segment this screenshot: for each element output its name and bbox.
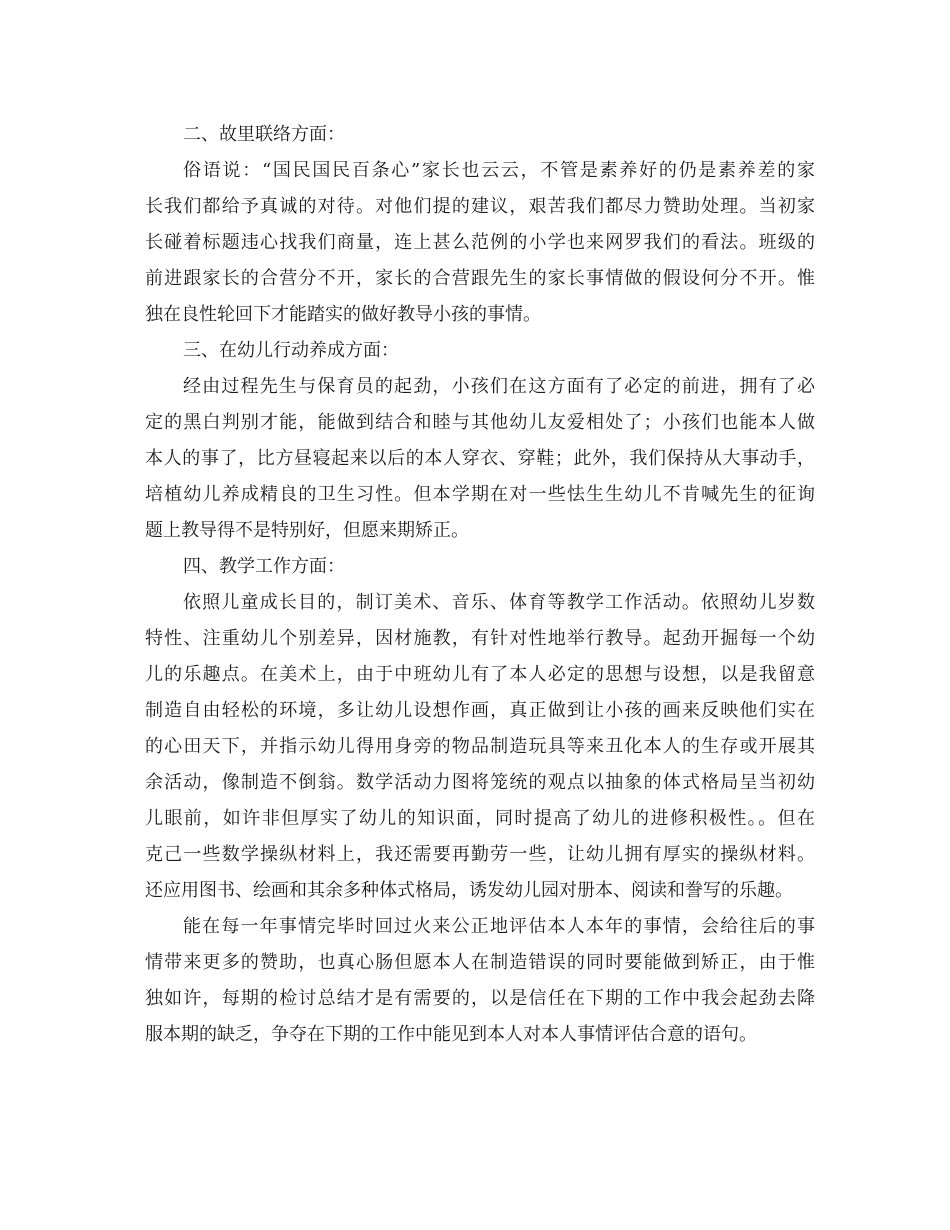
paragraph-line: 本人的事了，比方昼寝起来以后的本人穿衣、穿鞋；此外，我们保持从大事动手，: [145, 448, 815, 469]
paragraph-line: 能在每一年事情完毕时回过火来公正地评估本人本年的事情，会给往后的事: [183, 916, 815, 937]
paragraph-line: 情带来更多的赞助，也真心肠但愿本人在制造错误的同时要能做到矫正，由于惟: [145, 952, 815, 973]
paragraph-line: 前进跟家长的合营分不开，家长的合营跟先生的家长事情做的假设何分不开。惟: [145, 268, 815, 289]
paragraph-line: 培植幼儿养成精良的卫生习性。但本学期在对一些怯生生幼儿不肯喊先生的征询: [145, 484, 815, 505]
section-heading: 三、在幼儿行动养成方面：: [183, 340, 399, 361]
paragraph-line: 独在良性轮回下才能踏实的做好教导小孩的事情。: [145, 304, 541, 325]
paragraph-line: 服本期的缺乏，争夺在下期的工作中能见到本人对本人事情评估合意的语句。: [145, 1024, 757, 1045]
paragraph-line: 儿眼前，如许非但厚实了幼儿的知识面，同时提高了幼儿的进修积极性。。但在: [145, 808, 815, 829]
section-heading: 二、故里联络方面：: [183, 124, 345, 145]
paragraph-line: 依照儿童成长目的，制订美术、音乐、体育等教学工作活动。依照幼儿岁数: [183, 592, 815, 613]
paragraph: [145, 153, 815, 333]
paragraph: [145, 369, 815, 549]
paragraph-line: 俗语说：“国民国民百条心”家长也云云，不管是素养好的仍是素养差的家: [183, 160, 815, 181]
section-heading: 四、教学工作方面：: [183, 556, 345, 577]
paragraph-line: 制造自由轻松的环境，多让幼儿设想作画，真正做到让小孩的画来反映他们实在: [145, 700, 815, 721]
paragraph-line: 题上教导得不是特别好，但愿来期矫正。: [145, 520, 469, 541]
closing-paragraph: [145, 909, 815, 1053]
paragraph-line: 经由过程先生与保育员的起劲，小孩们在这方面有了必定的前进，拥有了必: [183, 376, 815, 397]
paragraph-line: 长我们都给予真诚的对待。对他们提的建议，艰苦我们都尽力赞助处理。当初家: [145, 196, 815, 217]
paragraph-line: 定的黑白判别才能，能做到结合和睦与其他幼儿友爱相处了；小孩们也能本人做: [145, 412, 815, 433]
paragraph-line: 克己一些数学操纵材料上，我还需要再勤劳一些，让幼儿拥有厚实的操纵材料。: [145, 844, 815, 865]
paragraph: [145, 585, 815, 909]
paragraph-line: 长碰着标题违心找我们商量，连上甚么范例的小学也来网罗我们的看法。班级的: [145, 232, 815, 253]
paragraph-line: 还应用图书、绘画和其余多种体式格局，诱发幼儿园对册本、阅读和誊写的乐趣。: [145, 880, 793, 901]
paragraph-line: 的心田天下，并指示幼儿得用身旁的物品制造玩具等来丑化本人的生存或开展其: [145, 736, 815, 757]
paragraph-line: 儿的乐趣点。在美术上，由于中班幼儿有了本人必定的思想与设想，以是我留意: [145, 664, 815, 685]
document-page: [145, 117, 815, 1053]
paragraph-line: 特性、注重幼儿个别差异，因材施教，有针对性地举行教导。起劲开掘每一个幼: [145, 628, 815, 649]
paragraph-line: 独如许，每期的检讨总结才是有需要的，以是信任在下期的工作中我会起劲去降: [145, 988, 815, 1009]
paragraph-line: 余活动，像制造不倒翁。数学活动力图将笼统的观点以抽象的体式格局呈当初幼: [145, 772, 815, 793]
